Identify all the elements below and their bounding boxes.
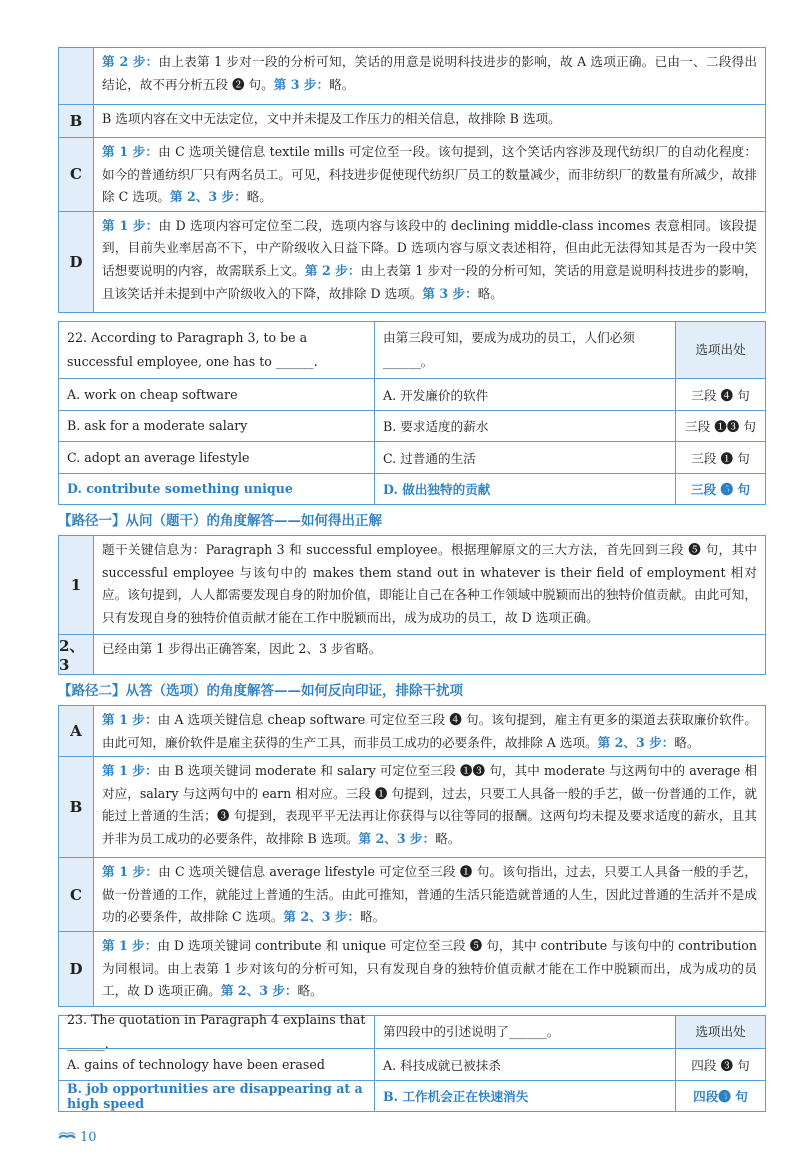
source-cell: 选项出处	[676, 1016, 765, 1048]
chinese-cell: A. 科技成就已被抹杀	[375, 1049, 676, 1080]
question-23-table	[58, 1012, 766, 1112]
chinese-cell: B. 工作机会正在快速消失	[375, 1081, 676, 1112]
analysis-row	[59, 104, 765, 137]
step-label: 第 2、3 步：	[358, 830, 436, 846]
source-cell: 四段❸ 句	[693, 1089, 748, 1105]
explanation-text: 由 C 选项关键信息 textile mills 可定位至一段。该句提到，这个笑话内容涉及现代纺织厂的自动化程度：如今的普通纺织厂只有两名员工。可见，科技进步促使现代纺织厂员工的数量减少，而非纺织厂的数量有所减少，故排除 C 选项。	[102, 144, 757, 205]
step-label: 第 2、3 步：	[170, 189, 247, 205]
english-cell: C. adopt an average lifestyle	[59, 442, 375, 473]
row-text	[94, 858, 765, 931]
question-header-row	[59, 322, 765, 378]
step-label: 第 1 步：	[102, 712, 158, 727]
step-label: 第 2、3 步：	[283, 909, 361, 925]
chinese-cell: C. 过普通的生活	[375, 442, 676, 473]
row-label: B	[59, 757, 94, 857]
analysis-row	[59, 857, 765, 931]
row-text	[94, 212, 765, 312]
row-text	[94, 635, 765, 674]
analysis-row	[59, 706, 765, 756]
chinese-cell: 由第三段可知，要成为成功的员工，人们必须______。	[375, 322, 676, 378]
chinese-cell: 第四段中的引述说明了______。	[375, 1016, 676, 1048]
explanation-text: 由上表第 1 步对一段的分析可知，笑话的用意是说明科技进步的影响，故 A 选项正确。已由一、二段得出结论，故不再分析五段 ❷ 句。	[102, 54, 757, 92]
analysis-row	[59, 634, 765, 674]
source-cell: 三段 ❶❸ 句	[685, 419, 756, 435]
option-row	[59, 378, 765, 410]
step-label: 第 1 步：	[102, 217, 159, 233]
row-text	[94, 932, 765, 1006]
row-label: D	[59, 212, 94, 312]
source-cell: 三段 ❹ 句	[691, 387, 750, 403]
explanation-text: 略。	[674, 734, 700, 750]
explanation-text: 由上表第 1 步对一段的分析可知，笑话的用意是说明科技进步的影响，且该笑话并未提到中产阶级收入的下降，故排除 D 选项。	[102, 262, 757, 301]
explanation-text: 由 D 选项关键词 contribute 和 unique 可定位至三段 ❺ 句，其中 contribute 与该句中的 contribution 为同根词。由上表第 1 步对该句的分析可知，只有发现自身的独特价值贡献才能在工作中脱颖而出，成为成功的员工，故 D 选项正确。	[102, 937, 757, 999]
explanation-text: 由 A 选项关键信息 cheap software 可定位至三段 ❹ 句。该句提到，雇主有更多的渠道去获取廉价软件。由此可知，廉价软件是雇主获得的生产工具，而非员工成功的必要条件，故排除 A 选项。	[102, 712, 757, 750]
route-two-table	[58, 705, 766, 1007]
question-header-row	[59, 1012, 765, 1051]
route-one-title: 【路径一】从问（题干）的角度解答——如何得出正解	[58, 513, 382, 529]
analysis-table-top	[58, 47, 766, 313]
step-label: 第 1 步：	[102, 763, 158, 779]
row-label: C	[59, 858, 94, 931]
row-text	[94, 536, 765, 634]
analysis-row	[59, 137, 765, 211]
row-label	[59, 48, 94, 104]
row-text	[94, 757, 765, 857]
step-label: 第 1 步：	[102, 937, 158, 953]
step-label: 第 2、3 步：	[597, 734, 675, 750]
analysis-row	[59, 931, 765, 1006]
option-row	[59, 1048, 765, 1080]
analysis-row	[59, 48, 765, 104]
step-label: 第 2 步：	[304, 262, 361, 278]
step-label: 第 3 步：	[273, 76, 330, 92]
row-text	[94, 105, 765, 137]
explanation-text: 由 C 选项关键信息 average lifestyle 可定位至三段 ❶ 句。该句指出，过去，只要工人具备一般的手艺，做一份普通的工作，就能过上普通的生活。由此可推知，普通的生活只能造就普通的人生，因此过普通的生活并不是成功的必要条件，故排除 C 选项。	[102, 864, 757, 925]
row-label: D	[59, 932, 94, 1006]
english-cell: D. contribute something unique	[59, 474, 375, 505]
step-label: 第 3 步：	[422, 285, 478, 301]
analysis-row	[59, 211, 765, 312]
page-footer	[58, 1129, 97, 1145]
source-cell: 选项出处	[676, 322, 765, 378]
explanation-text: B 选项内容在文中无法定位，文中并未提及工作压力的相关信息，故排除 B 选项。	[102, 111, 561, 126]
book-icon	[58, 1129, 76, 1145]
explanation-text: 略。	[435, 830, 461, 846]
explanation-text: 略。	[329, 76, 355, 92]
analysis-row	[59, 756, 765, 857]
english-cell: A. gains of technology have been erased	[59, 1049, 375, 1080]
route-one-table	[58, 535, 766, 675]
question-22-table	[58, 321, 766, 505]
option-row	[59, 441, 765, 473]
english-cell: B. ask for a moderate salary	[59, 411, 375, 442]
explanation-text: 略。	[477, 285, 503, 301]
explanation-text: 略。	[246, 189, 272, 205]
explanation-text: 由 B 选项关键词 moderate 和 salary 可定位至三段 ❶❸ 句，其中 moderate 与这两句中的 average 相对应，salary 与这两句中的 earn 相对应。三段 ❶ 句提到，过去，只要工人具备一般的手艺，做一份普通的工作，就能过上普通的生活；❸ 句提到，表现平平无法再让你获得与以往等同的报酬。这两句均未提及要求适度的薪水，且其并非为员工成功的必要条件，故排除 B 选项。	[102, 763, 757, 846]
source-cell: 三段 ❺ 句	[690, 482, 751, 498]
analysis-row	[59, 536, 765, 634]
chinese-cell: B. 要求适度的薪水	[375, 411, 676, 442]
row-label: 1	[59, 536, 94, 634]
step-label: 第 1 步：	[102, 864, 159, 880]
row-label: B	[59, 105, 94, 137]
step-label: 第 2 步：	[102, 54, 159, 69]
row-text	[94, 706, 765, 756]
row-label: C	[59, 138, 94, 211]
explanation-text: 题干关键信息为：Paragraph 3 和 successful employee。根据理解原文的三大方法，首先回到三段 ❺ 句，其中 successful employee 与该句中的 makes them stand out in whatever is their field of employment 相对应。该句提到，人人都需要发现自身的附加价值，即能让自己在各种工作领域中脱颖而出的独特价值贡献。由此可知，只有发现自身的独特价值贡献才能在工作中脱颖而出，成为成功的员工，故 D 选项正确。	[102, 542, 757, 625]
page-number: 10	[80, 1129, 97, 1145]
source-cell: 四段 ❸ 句	[691, 1057, 750, 1073]
explanation-text: 略。	[360, 909, 386, 925]
row-label: A	[59, 706, 94, 756]
route-two-title: 【路径二】从答（选项）的角度解答——如何反向印证，排除干扰项	[58, 683, 463, 699]
source-cell: 三段 ❶ 句	[691, 450, 750, 466]
row-text	[94, 138, 765, 211]
row-text	[94, 48, 765, 104]
explanation-text: 略。	[297, 983, 323, 999]
option-row	[59, 410, 765, 442]
english-cell: A. work on cheap software	[59, 379, 375, 410]
option-row	[59, 1080, 765, 1112]
english-cell: B. job opportunities are disappearing at a high speed	[59, 1081, 375, 1112]
english-cell: 22. According to Paragraph 3, to be a successful employee, one has to ______.	[59, 322, 375, 378]
step-label: 第 1 步：	[102, 144, 159, 159]
english-cell: 23. The quotation in Paragraph 4 explains that ______.	[59, 1016, 375, 1048]
step-label: 第 2、3 步：	[220, 983, 298, 999]
explanation-text: 由 D 选项内容可定位至二段，选项内容与该段中的 declining middle-class incomes 表意相同。该段提到，目前失业率居高不下，中产阶级收入日益下降。D 选项内容与原文表述相符，但由此无法得知其是否为一段中笑话想要说明的内容，故需联系上文。	[102, 217, 757, 278]
chinese-cell: D. 做出独特的贡献	[375, 474, 676, 505]
row-label: 2、3	[59, 635, 94, 674]
option-row	[59, 473, 765, 505]
chinese-cell: A. 开发廉价的软件	[375, 379, 676, 410]
explanation-text: 已经由第 1 步得出正确答案，因此 2、3 步省略。	[102, 641, 382, 656]
